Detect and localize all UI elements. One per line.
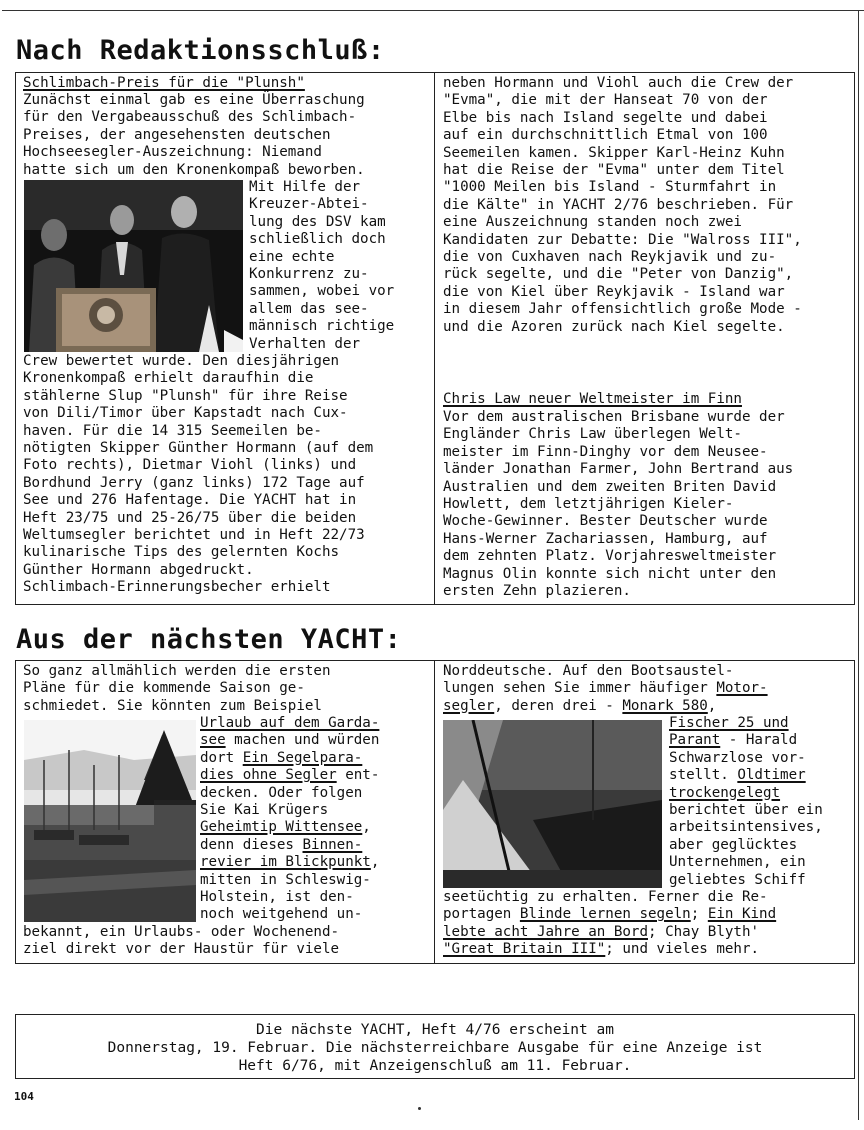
footer-notice-text: Die nächste YACHT, Heft 4/76 erscheint am Donnerstag, 19. Februar. Die nächsterreichbare Ausgabe für eine Anzeige ist Heft 6/76, mit Anzeigenschluß am 11. Februar. xyxy=(107,1022,763,1074)
photo-harbor-gardasee xyxy=(24,720,196,922)
footer-notice-box xyxy=(15,1014,855,1079)
section-title-naechste-yacht: Aus der nächsten YACHT: xyxy=(16,624,402,655)
top-rule xyxy=(2,10,864,11)
article-heading-chris-law: Chris Law neuer Weltmeister im Finn xyxy=(443,391,742,407)
page-number: 104 xyxy=(14,1090,34,1103)
column-divider-2 xyxy=(434,660,435,964)
photo-motorsegler-image xyxy=(443,720,662,888)
photo-harbor-image xyxy=(24,720,196,922)
article-heading-schlimbach: Schlimbach-Preis für die "Plunsh" xyxy=(23,75,305,91)
photo-award-ceremony xyxy=(24,180,243,352)
photo-award-ceremony-image xyxy=(24,180,243,352)
right-rule xyxy=(858,10,859,1120)
column-divider xyxy=(434,72,435,605)
photo-motorsegler xyxy=(443,720,662,888)
print-speck xyxy=(418,1107,421,1110)
section-title-redaktionsschluss: Nach Redaktionsschluß: xyxy=(16,35,385,66)
